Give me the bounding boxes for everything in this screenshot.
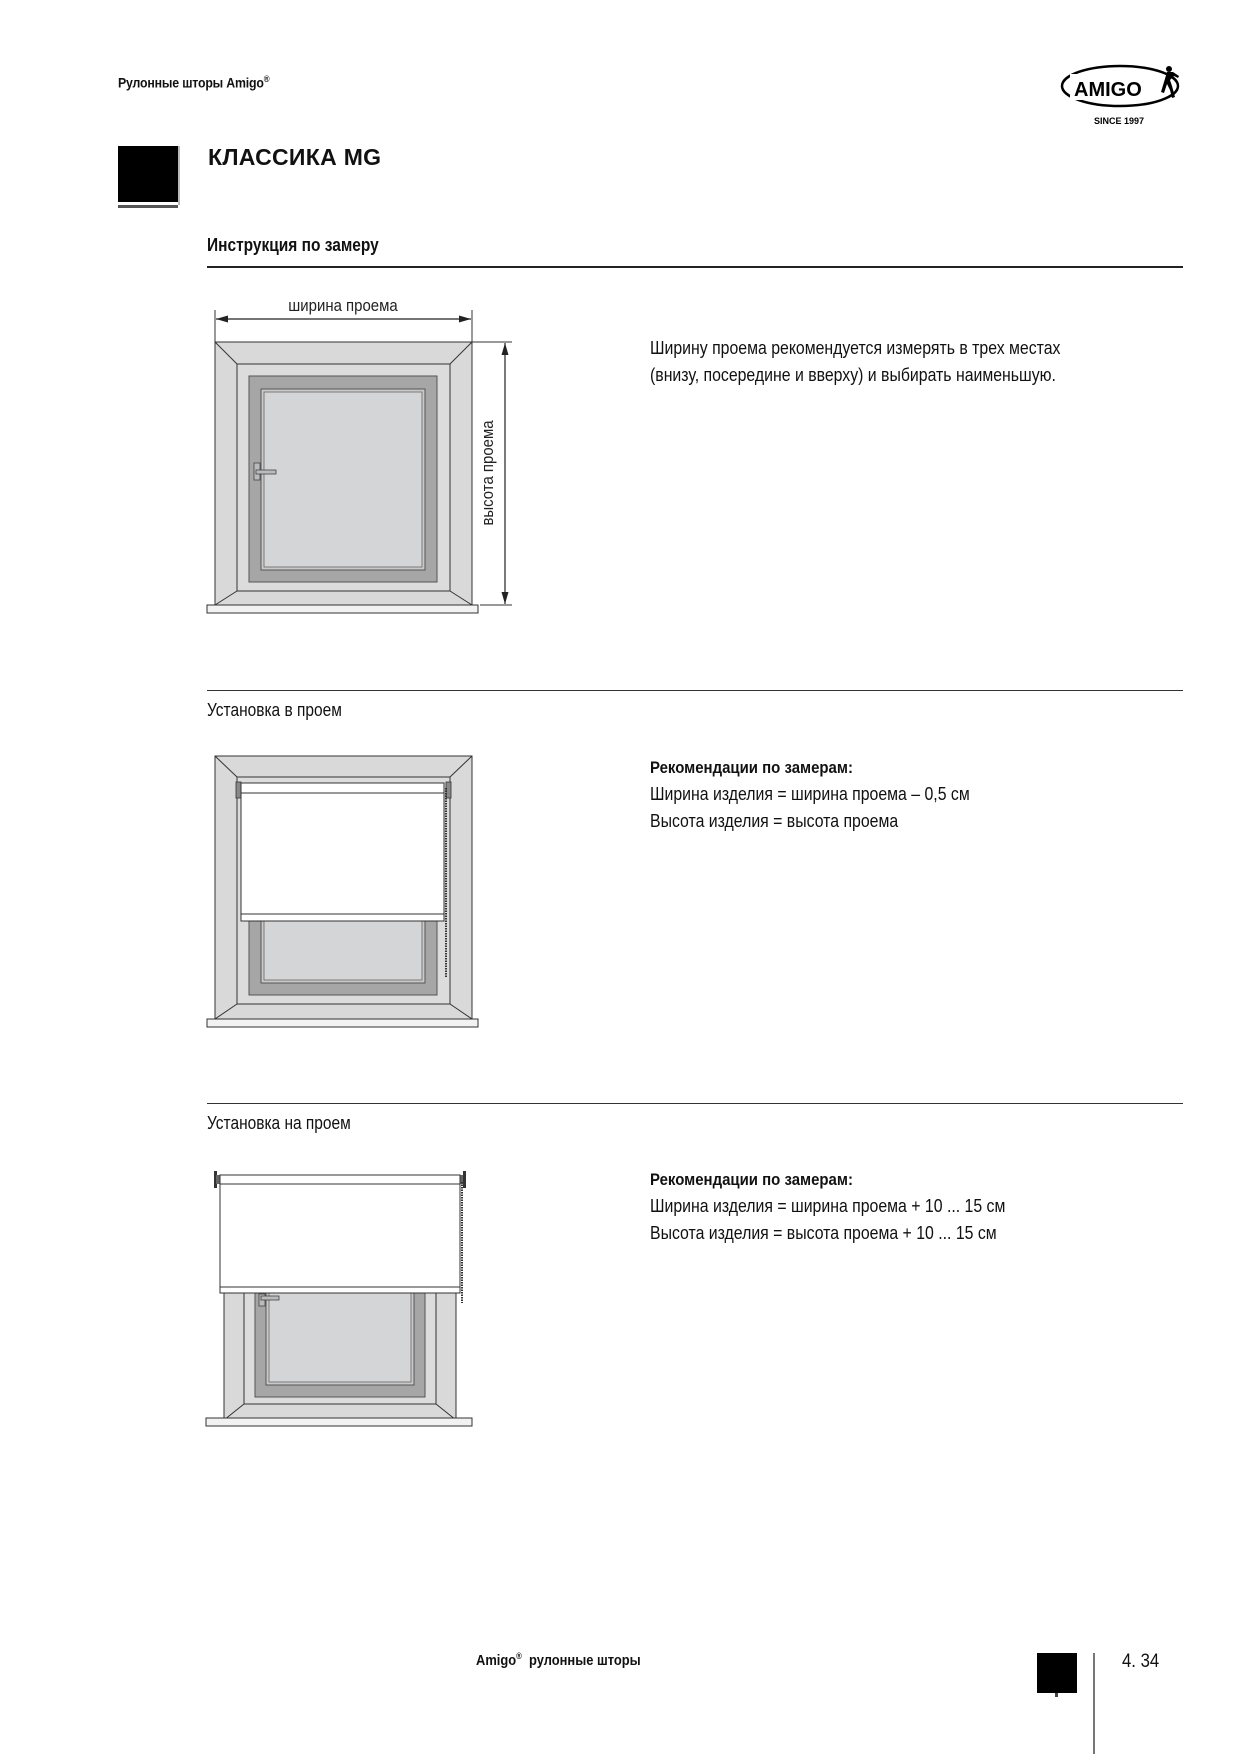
footer-marker-tick: [1055, 1693, 1058, 1697]
logo-tagline: SINCE 1997: [1094, 116, 1145, 126]
instruction-line: (внизу, посередине и вверху) и выбирать наименьшую.: [650, 365, 1056, 385]
footer-marker-square: [1037, 1653, 1077, 1693]
page-title: КЛАССИКА MG: [208, 144, 382, 170]
section-divider: [207, 266, 1183, 268]
footer-vertical-rule: [1093, 1653, 1095, 1754]
recommendation-line: Высота изделия = высота проема + 10 ... 15 см: [650, 1223, 997, 1243]
width-label: ширина проема: [288, 297, 398, 316]
arrow-down-icon: [502, 592, 509, 604]
recommendation-line: Ширина изделия = ширина проема + 10 ... 15 см: [650, 1196, 1006, 1216]
section-heading-outside-mount: Установка на проем: [207, 1113, 351, 1133]
arrow-right-icon: [459, 316, 471, 323]
measurement-instructions: [650, 335, 1143, 389]
instruction-line: Ширину проема рекомендуется измерять в трех местах: [650, 338, 1061, 358]
window-glass: [264, 392, 422, 567]
recommendation-line: Ширина изделия = ширина проема – 0,5 см: [650, 784, 970, 804]
blind-fabric: [241, 793, 444, 921]
registered-mark: ®: [263, 74, 270, 84]
footer-caption: рулонные шторы: [529, 1652, 641, 1669]
footer-brand: [476, 1651, 641, 1669]
roller-tube: [241, 783, 444, 793]
bottom-rail: [220, 1287, 460, 1293]
section-divider: [207, 690, 1183, 691]
section-marker-square: [118, 146, 178, 205]
section-divider: [207, 1103, 1183, 1104]
running-header-text: Рулонные шторы Amigo: [118, 74, 264, 91]
height-label: высота проема: [479, 420, 498, 526]
arrow-left-icon: [216, 316, 228, 323]
logo-brand-text: AMIGO: [1074, 79, 1142, 101]
amigo-logo: [1060, 58, 1186, 130]
window-sill: [207, 605, 478, 613]
bottom-rail: [241, 914, 444, 921]
recommendation-line: Высота изделия = высота проема: [650, 811, 899, 831]
inside-mount-diagram: [200, 740, 500, 1030]
outside-mount-diagram: [200, 1140, 480, 1430]
recommendations-subheading: Рекомендации по замерам:: [650, 1170, 853, 1189]
bracket-left-icon: [214, 1171, 220, 1188]
running-header: [118, 74, 269, 91]
blind-fabric: [220, 1184, 460, 1292]
footer-brand-name: Amigo: [476, 1652, 517, 1669]
outside-mount-recommendations: [650, 1166, 1143, 1247]
registered-mark: ®: [516, 1651, 522, 1661]
section-heading-measurement: Инструкция по замеру: [207, 235, 379, 255]
measurement-window-diagram: [200, 280, 540, 620]
arrow-up-icon: [502, 343, 509, 355]
roller-tube: [220, 1175, 460, 1184]
recommendations-subheading: Рекомендации по замерам:: [650, 758, 853, 777]
bracket-left-icon: [236, 782, 241, 798]
inside-mount-recommendations: [650, 754, 1143, 835]
section-heading-inside-mount: Установка в проем: [207, 700, 342, 720]
page-number: 4. 34: [1122, 1651, 1160, 1672]
